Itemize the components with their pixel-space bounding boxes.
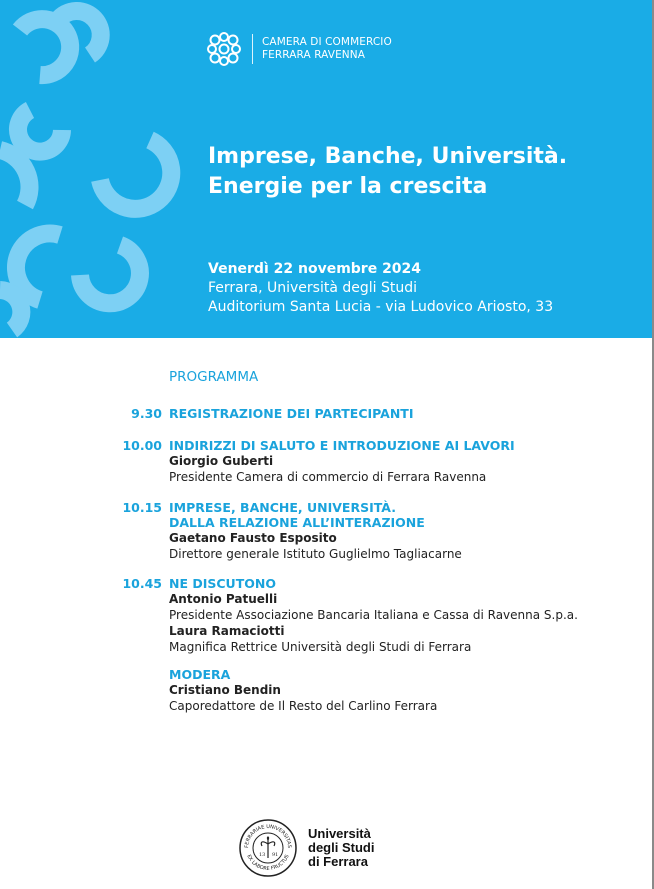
speaker-name: Gaetano Fausto Esposito	[169, 531, 337, 545]
speaker-name: Cristiano Bendin	[169, 683, 281, 697]
speaker-role: Direttore generale Istituto Guglielmo Tagliacarne	[169, 547, 462, 561]
speaker-role: Magnifica Rettrice Università degli Studi di Ferrara	[169, 640, 472, 654]
chamber-logo	[206, 32, 392, 66]
speaker-name: Giorgio Guberti	[169, 454, 274, 468]
event-date: Venerdì 22 novembre 2024	[208, 261, 422, 277]
speaker-name: Antonio Patuelli	[169, 592, 278, 606]
logo-separator	[252, 34, 253, 64]
program-label: MODERA	[169, 667, 231, 682]
program-body	[169, 576, 639, 655]
program-time: 10.00	[122, 438, 162, 453]
seal-year-right: 91	[272, 852, 279, 858]
chamber-name	[262, 36, 392, 62]
program-label-line1: IMPRESE, BANCHE, UNIVERSITÀ.	[169, 500, 396, 515]
program-label: REGISTRAZIONE DEI PARTECIPANTI	[169, 406, 414, 421]
speaker-role: Caporedattore de Il Resto del Carlino Ferrara	[169, 699, 438, 713]
event-venue-line2: Auditorium Santa Lucia - via Ludovico Ariosto, 33	[208, 299, 554, 315]
program-time: 10.15	[122, 500, 162, 515]
speaker-role: Presidente Associazione Bancaria Italiana e Cassa di Ravenna S.p.a.	[169, 608, 578, 622]
event-title-line2: Energie per la crescita	[208, 174, 488, 199]
chamber-name-line2: FERRARA RAVENNA	[262, 49, 366, 61]
program-body	[169, 438, 639, 485]
speaker-name: Laura Ramaciotti	[169, 624, 285, 638]
program-label: NE DISCUTONO	[169, 576, 276, 591]
seal-year-left: 13	[259, 852, 266, 858]
seal-text-bottom: EX LABORE FRUCTUS	[245, 853, 291, 873]
university-name-line1: Università	[308, 826, 371, 841]
university-name-line3: di Ferrara	[308, 854, 368, 869]
university-logo	[238, 818, 374, 878]
event-venue-line1: Ferrara, Università degli Studi	[208, 280, 417, 296]
program-body	[169, 500, 639, 562]
university-seal-icon	[238, 818, 298, 878]
program-body	[169, 406, 639, 421]
chamber-name-line1: CAMERA DI COMMERCIO	[262, 36, 392, 48]
university-name-line2: degli Studi	[308, 840, 375, 855]
chamber-emblem-icon	[206, 32, 242, 66]
program-time: 10.45	[122, 576, 162, 591]
event-title	[208, 142, 567, 202]
event-info	[208, 260, 553, 317]
program-label-line2: DALLA RELAZIONE ALL’INTERAZIONE	[169, 515, 425, 530]
program-heading: PROGRAMMA	[169, 369, 259, 385]
university-name	[308, 827, 374, 869]
program-body	[169, 667, 639, 714]
program-label: INDIRIZZI DI SALUTO E INTRODUZIONE AI LAVORI	[169, 438, 515, 453]
header-banner	[0, 0, 652, 338]
program-time: 9.30	[131, 406, 162, 421]
speaker-role: Presidente Camera di commercio di Ferrara Ravenna	[169, 470, 487, 484]
decorative-swirls-icon	[0, 0, 200, 338]
event-title-line1: Imprese, Banche, Università.	[208, 144, 568, 169]
seal-text-top: FERRARIAE UNIVERSITAS	[243, 823, 293, 849]
